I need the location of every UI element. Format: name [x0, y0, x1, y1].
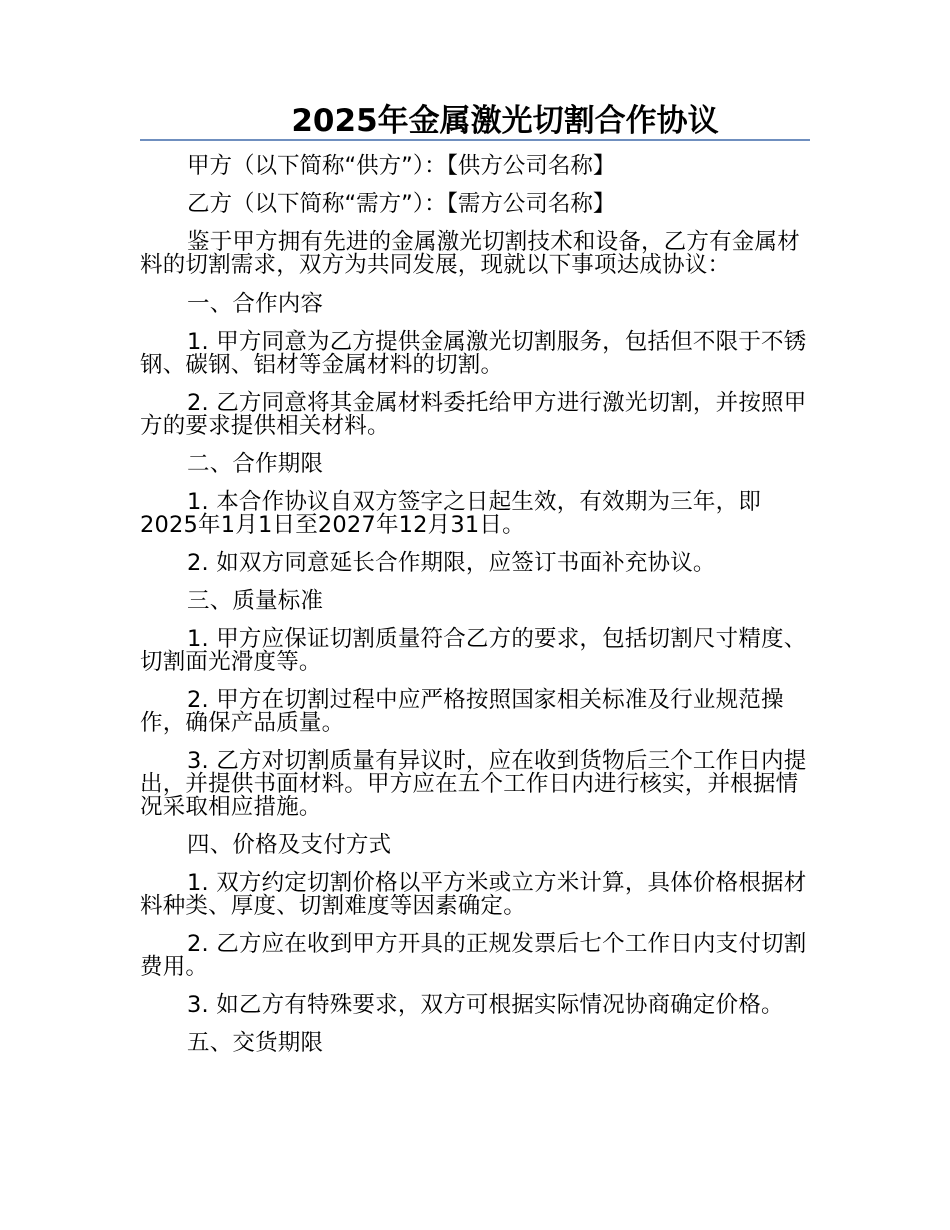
section-heading: 四、价格及支付方式 — [187, 832, 392, 858]
party-b-line: 乙方（以下简称“需方”）：【需方公司名称】 — [187, 191, 616, 217]
section-item: 3. 如乙方有特殊要求，双方可根据实际情况协商确定价格。 — [187, 992, 784, 1018]
document-title: 2025年金属激光切割合作协议 — [291, 103, 719, 139]
section-heading: 三、质量标准 — [187, 588, 324, 614]
section-item: 2. 乙方应在收到甲方开具的正规发票后七个工作日内支付切割费用。 — [140, 931, 807, 980]
document-page — [140, 100, 810, 1055]
section-item: 1. 双方约定切割价格以平方米或立方米计算，具体价格根据材料种类、厚度、切割难度等因素确定。 — [140, 870, 807, 919]
section-item: 3. 乙方对切割质量有异议时，应在收到货物后三个工作日内提出，并提供书面材料。甲方应在五个工作日内进行核实，并根据情况采取相应措施。 — [140, 748, 807, 820]
section-item: 2. 如双方同意延长合作期限，应签订书面补充协议。 — [187, 550, 716, 576]
intro-paragraph: 鉴于甲方拥有先进的金属激光切割技术和设备，乙方有金属材料的切割需求，双方为共同发展，现就以下事项达成协议： — [140, 229, 800, 278]
section-heading: 二、合作期限 — [187, 451, 324, 477]
section-item: 2. 乙方同意将其金属材料委托给甲方进行激光切割，并按照甲方的要求提供相关材料。 — [140, 390, 807, 439]
section-item: 1. 甲方同意为乙方提供金属激光切割服务，包括但不限于不锈钢、碳钢、铝材等金属材料的切割。 — [140, 329, 807, 378]
party-a-line: 甲方（以下简称“供方”）：【供方公司名称】 — [187, 153, 616, 179]
section-heading: 一、合作内容 — [187, 291, 324, 317]
section-item: 2. 甲方在切割过程中应严格按照国家相关标准及行业规范操作，确保产品质量。 — [140, 687, 784, 736]
section-item: 1. 甲方应保证切割质量符合乙方的要求，包括切割尺寸精度、切割面光滑度等。 — [140, 626, 807, 675]
section-item: 1. 本合作协议自双方签字之日起生效，有效期为三年，即2025年1月1日至2027年12月31日。 — [140, 489, 762, 538]
section-heading: 五、交货期限 — [187, 1030, 324, 1056]
